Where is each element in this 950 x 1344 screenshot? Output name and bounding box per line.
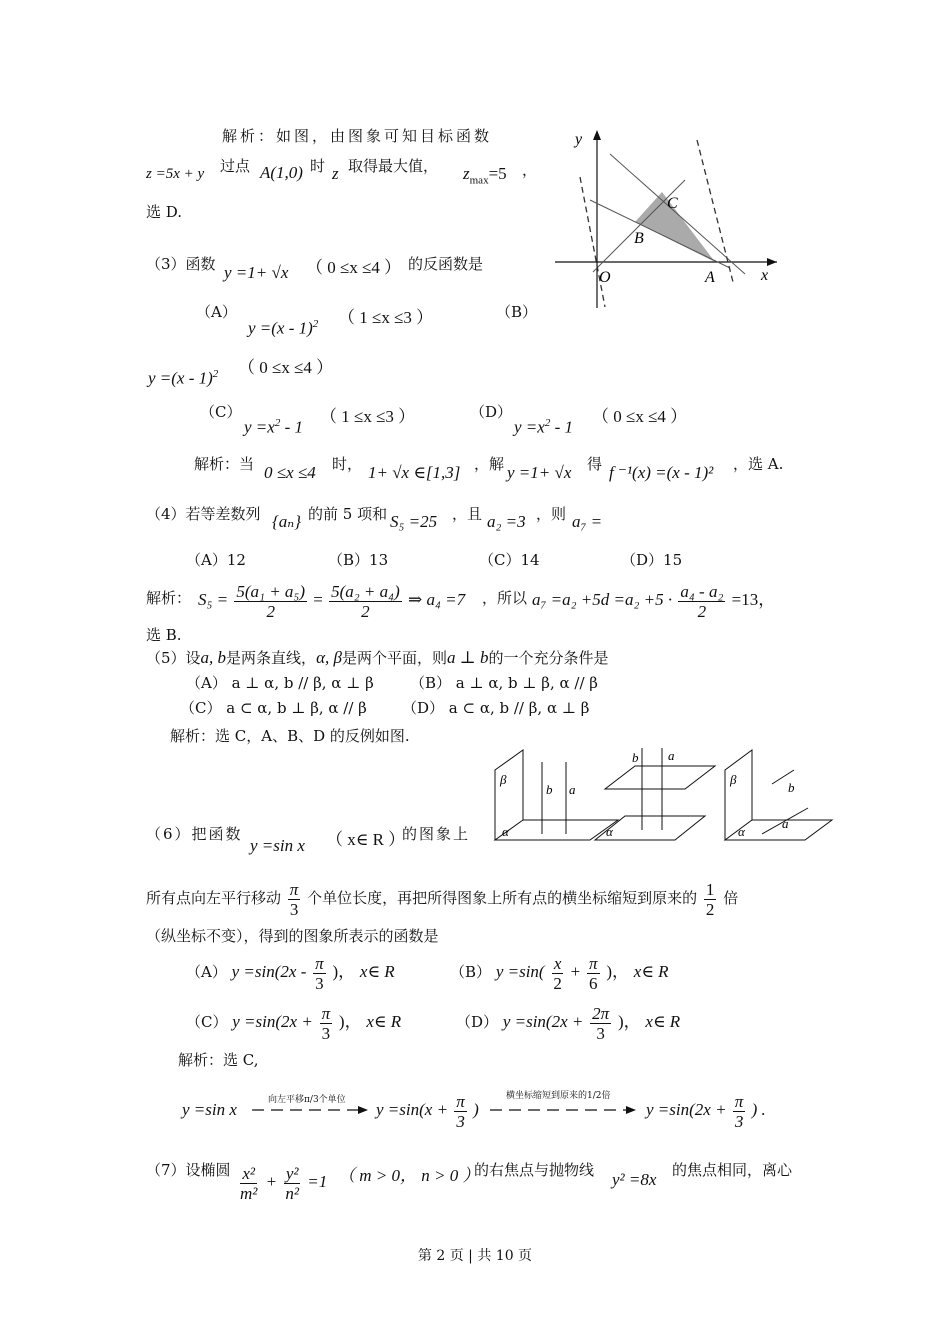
q4-analysis-formula: S₅ = $\frac{\text{5(a₁ + a₅)}}{2}$ = $\frac{\text{5(a₂ + a₄)}}{2}$ ⇒ a₄ =7 <box>198 581 466 621</box>
q7-ellipse: $\frac{\text{x²}}{\text{m²}}$ + $\frac{\text{y²}}{\text{n²}}$ =1 <box>240 1163 328 1203</box>
fig-c-beta: β <box>730 772 737 787</box>
q6-arrow2-label: 横坐标缩短到原来的1/2倍 <box>506 1091 611 1101</box>
q4-analysis-label: 解析： <box>146 589 192 607</box>
q5-option-b: （B） a ⊥ α, b ⊥ β, α // β <box>410 674 598 692</box>
fig-b-a: a <box>668 748 675 763</box>
q2-max-text: 取得最大值， <box>348 157 439 175</box>
graph-point-c: C <box>667 195 678 212</box>
q4-option-d: （D）15 <box>621 551 683 569</box>
q3-tail: 的反函数是 <box>408 255 484 273</box>
q6-line2: 所有点向左平行移动 $\frac{\pi}{3}$ 个单位长度，再把所得图象上所有点的横坐标缩短到原来的 $\frac{1}{2}$ 倍 <box>146 879 739 919</box>
q3-option-b-label: （B） <box>496 303 538 321</box>
q7-cond: （ m > 0， n > 0 ） <box>338 1166 480 1185</box>
q3-option-a-label: （A） <box>196 303 237 321</box>
q2-z: z <box>332 164 339 183</box>
q3-stem: （3）函数 <box>146 255 216 273</box>
fig-c-b: b <box>788 780 795 795</box>
graph-origin: O <box>599 269 611 286</box>
q2-analysis-intro: 解析：如图，由图象可知目标函数 <box>222 127 493 145</box>
q6-domain: （ x∈ R ） <box>326 830 406 849</box>
q3-option-c-expr: $y =x^2 - 1$ <box>244 417 303 437</box>
q3-jie: ，解 <box>474 455 505 473</box>
q5-option-d: （D） a ⊂ α, b // β, α ⊥ β <box>402 699 590 717</box>
q6-analysis: 解析：选 C, <box>178 1051 259 1069</box>
q4-option-b: （B）13 <box>328 551 389 569</box>
q3-shi: 时， <box>332 455 363 473</box>
q6-func: y =sin x <box>250 836 305 855</box>
q4-option-a: （A）12 <box>186 551 246 569</box>
q3-option-c-domain: （ 1 ≤x ≤3 ） <box>320 407 416 426</box>
q3-option-a-domain: （ 1 ≤x ≤3 ） <box>338 308 434 327</box>
q4-a2: a₂ =3 <box>487 512 526 531</box>
q7-stem: （7）设椭圆 <box>146 1161 231 1179</box>
q6-chain-start: y =sin x <box>182 1100 237 1119</box>
q6-option-c: （C） y =sin(2x + $\frac{\pi}{3}$ )， x∈ R <box>186 1003 402 1043</box>
q2-point: A(1,0) <box>260 163 303 182</box>
q2-pass-point: 过点 <box>220 157 251 175</box>
q7-parabola: y² =8x <box>612 1170 657 1189</box>
q2-objective: z =5x + y <box>146 166 205 182</box>
q4-a7: a₇ = <box>572 512 603 531</box>
q6-stem: （6）把函数 <box>146 825 243 843</box>
q3-func: y =1+ √x <box>224 263 289 282</box>
fig-b-b: b <box>632 750 639 765</box>
q5-stem: （5）设a, b是两条直线，α, β是两个平面，则a ⊥ b的一个充分条件是 <box>146 648 609 667</box>
q6-line3: （纵坐标不变），得到的图象所表示的函数是 <box>146 927 439 945</box>
q4-and: ，且 <box>452 505 483 523</box>
q3-option-a-expr: y =(x - 1)$^2$ <box>248 318 319 338</box>
q3-option-c-label: （C） <box>200 403 242 421</box>
q3-option-d-domain: （ 0 ≤x ≤4 ） <box>592 407 688 426</box>
q5-analysis: 解析：选 C，A、B、D 的反例如图. <box>170 727 410 745</box>
q2-zmax: $z_{max}=5$ <box>463 164 507 187</box>
q3-option-d-expr: $y =x^2 - 1$ <box>514 417 573 437</box>
graph-x-label: x <box>761 267 769 284</box>
q3-option-b-expr: y =(x - 1)$^2$ <box>148 368 219 388</box>
page-footer: 第 2 页 | 共 10 页 <box>417 1248 533 1264</box>
q6-chain-mid: y =sin(x + $\frac{\pi}{3}$ ) <box>376 1091 479 1131</box>
fig-a-a: a <box>569 782 576 797</box>
graph-point-a: A <box>705 269 715 286</box>
q3-eq: y =1+ √x <box>507 463 572 482</box>
q3-option-b-domain: （ 0 ≤x ≤4 ） <box>238 358 334 377</box>
q4-s5: S₅ =25 <box>390 512 438 531</box>
fig-c-alpha: α <box>738 824 745 839</box>
q6-arrow2 <box>488 1103 640 1117</box>
q6-arrow1 <box>250 1103 372 1117</box>
q3-de: 得 <box>587 455 603 473</box>
q4-suoyi: ，所以 <box>482 589 528 607</box>
graph-y-label: y <box>575 131 583 148</box>
q3-choose: ，选 A. <box>733 455 784 473</box>
graph-point-b: B <box>634 230 644 247</box>
q7-tail: 的焦点相同，离心 <box>672 1161 793 1179</box>
fig-c-a: a <box>782 816 789 831</box>
q3-cond: 0 ≤x ≤4 <box>264 463 316 482</box>
q4-seq: {aₙ} <box>272 512 301 531</box>
q7-mid: 的右焦点与抛物线 <box>474 1161 595 1179</box>
q6-tail: 的图象上 <box>402 825 471 843</box>
q3-analysis: 解析：当 <box>194 455 255 473</box>
q4-stem: （4）若等差数列 <box>146 505 261 523</box>
q3-option-d-label: （D） <box>470 403 513 421</box>
q3-domain: （ 0 ≤x ≤4 ） <box>306 258 402 277</box>
q6-chain-end: y =sin(2x + $\frac{\pi}{3}$ ) . <box>646 1091 766 1131</box>
q6-option-b: （B） y =sin( $\frac{x}{2}$ + $\frac{\pi}{6}$ )， x∈ R <box>450 953 669 993</box>
q2-choose: 选 D. <box>146 203 183 221</box>
q6-option-a: （A） y =sin(2x - $\frac{\pi}{3}$ )， x∈ R <box>186 953 395 993</box>
q4-mid: 的前 5 项和 <box>308 505 388 523</box>
q5-counterexample-figures <box>490 744 835 844</box>
q4-choose: 选 B. <box>146 626 182 644</box>
linear-programming-graph <box>555 122 780 312</box>
q4-then: ，则 <box>536 505 567 523</box>
fig-a-beta: β <box>500 772 507 787</box>
q4-option-c: （C）14 <box>479 551 540 569</box>
q4-chain: a₇ =a₂ +5d =a₂ +5 · $\frac{\text{a₄ - a₂}}{2}$ =13， <box>532 581 776 621</box>
q3-range: 1+ √x ∈[1,3] <box>368 463 461 482</box>
q6-arrow1-label: 向左平移π/3个单位 <box>268 1095 346 1105</box>
q5-option-a: （A） a ⊥ α, b // β, α ⊥ β <box>186 674 374 692</box>
q3-inverse: f ⁻¹(x) =(x - 1)² <box>609 463 714 482</box>
q2-when: 时 <box>310 157 326 175</box>
fig-a-b: b <box>546 782 553 797</box>
q6-option-d: （D） y =sin(2x + $\frac{2\pi}{3}$ )， x∈ R <box>456 1003 681 1043</box>
q2-comma: ， <box>522 161 538 179</box>
fig-b-alpha: α <box>606 824 613 839</box>
fig-a-alpha: α <box>502 824 509 839</box>
q5-option-c: （C） a ⊂ α, b ⊥ β, α // β <box>180 699 367 717</box>
